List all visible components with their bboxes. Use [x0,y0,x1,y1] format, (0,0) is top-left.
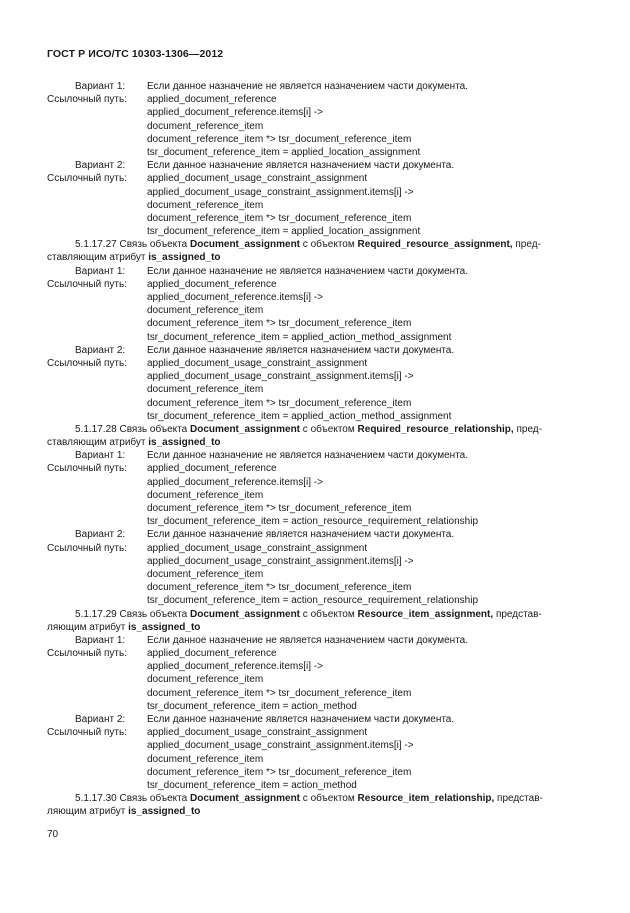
entity-name: Required_resource_assignment, [357,239,513,251]
reference-path-line [47,291,587,304]
entity-name: Document_assignment [189,608,301,620]
variant-condition: Если данное назначение является назначением части документа. [147,160,455,172]
reference-path-step: applied_document_reference.items[i] -> [147,107,323,119]
reference-path-line [47,278,587,291]
reference-path-line [47,647,587,660]
reference-path-line [47,687,587,700]
section-text: представ- [497,793,543,805]
variant-label: Вариант 1: [75,81,126,92]
attribute-name: is_assigned_to [148,437,221,449]
reference-path-label: Ссылочный путь: [47,648,127,660]
variant-line [47,80,587,93]
reference-path-step: document_reference_item [147,120,264,132]
reference-path-step: applied_document_reference [147,278,277,290]
reference-path-line [47,779,587,792]
section-heading-line [47,423,587,436]
reference-path-step: applied_document_reference [147,94,277,106]
reference-path-step: applied_document_reference [147,463,277,475]
variant-condition: Если данное назначение не является назначением части документа. [147,634,469,646]
reference-path-line [47,766,587,779]
variant-label: Вариант 1: [75,634,126,646]
section-text: Связь объекта [119,793,188,805]
reference-path-line [47,199,587,212]
section-number: 5.1.17.27 [75,239,117,251]
entity-name: Document_assignment [189,793,301,805]
reference-path-step: document_reference_item [147,199,264,211]
reference-path-step: document_reference_item *> tsr_document_reference_item [147,766,412,778]
reference-path-step: document_reference_item *> tsr_document_reference_item [147,212,412,224]
entity-name: Document_assignment [189,239,301,251]
reference-path-step: tsr_document_reference_item = applied_location_assignment [147,226,421,238]
variant-line [47,713,587,726]
reference-path-step: tsr_document_reference_item = action_resource_requirement_relationship [147,516,479,528]
section-text: ставляющим атрибут [47,252,146,264]
reference-path-step: applied_document_usage_constraint_assignment [147,357,368,369]
reference-path-line [47,753,587,766]
entity-name: Resource_item_relationship, [357,793,495,805]
variant-line [47,265,587,278]
section-text: ставляющим атрибут [47,437,146,449]
reference-path-line [47,410,587,423]
reference-path-label: Ссылочный путь: [47,463,127,475]
reference-path-line [47,186,587,199]
section-number: 5.1.17.28 [75,423,117,435]
reference-path-line [47,555,587,568]
section-heading-line [47,238,587,251]
variant-condition: Если данное назначение не является назначением части документа. [147,265,469,277]
reference-path-step: applied_document_usage_constraint_assignment [147,727,368,739]
section-number: 5.1.17.29 [75,608,117,620]
section-text: представ- [495,608,542,620]
reference-path-step: tsr_document_reference_item = applied_action_method_assignment [147,410,452,422]
section-heading-continuation [47,436,221,449]
reference-path-step: applied_document_usage_constraint_assignment.items[i] -> [147,186,414,198]
reference-path-line [47,357,587,370]
section-text: Связь объекта [119,239,188,251]
section-heading [75,608,542,621]
reference-path-line [47,700,587,713]
variant-line [47,449,587,462]
reference-path-line [47,370,587,383]
reference-path-step: document_reference_item *> tsr_document_reference_item [147,687,412,699]
reference-path-step: applied_document_usage_constraint_assignment.items[i] -> [147,555,414,567]
variant-label: Вариант 2: [75,344,126,356]
reference-path-line [47,317,587,330]
document-body [47,80,587,819]
entity-name: Document_assignment [189,423,301,435]
reference-path-line [47,331,587,344]
section-text: Связь объекта [119,608,188,620]
reference-path-line [47,225,587,238]
reference-path-line [47,93,587,106]
variant-condition: Если данное назначение не является назначением части документа. [147,450,469,462]
reference-path-label: Ссылочный путь: [47,727,127,739]
reference-path-line [47,383,587,396]
variant-line [47,344,587,357]
reference-path-label: Ссылочный путь: [47,278,127,290]
reference-path-line [47,133,587,146]
section-text: с объектом [302,608,355,620]
reference-path-line [47,120,587,133]
reference-path-line [47,568,587,581]
section-text: с объектом [302,423,355,435]
reference-path-line [47,212,587,225]
reference-path-step: tsr_document_reference_item = applied_location_assignment [147,146,421,158]
reference-path-step: applied_document_reference.items[i] -> [147,661,323,673]
reference-path-step: tsr_document_reference_item = applied_action_method_assignment [147,331,452,343]
variant-condition: Если данное назначение является назначением части документа. [147,529,455,541]
section-heading-line [47,436,587,449]
reference-path-step: applied_document_usage_constraint_assignment [147,542,368,554]
reference-path-step: applied_document_usage_constraint_assignment [147,173,368,185]
reference-path-step: document_reference_item [147,489,264,501]
variant-condition: Если данное назначение является назначением части документа. [147,714,455,725]
reference-path-step: applied_document_usage_constraint_assignment.items[i] -> [147,371,414,383]
reference-path-step: document_reference_item [147,753,264,765]
variant-label: Вариант 1: [75,265,126,277]
section-heading [75,792,543,805]
reference-path-line [47,397,587,410]
variant-line [47,528,587,541]
section-text: пред- [515,239,541,251]
section-heading [75,238,541,251]
reference-path-line [47,594,587,607]
reference-path-line [47,581,587,594]
section-text: пред- [516,423,542,435]
reference-path-step: applied_document_reference [147,648,277,660]
reference-path-line [47,673,587,686]
reference-path-line [47,739,587,752]
section-text: ляющим атрибут [47,621,126,633]
reference-path-step: document_reference_item [147,674,264,686]
section-text: Связь объекта [119,423,188,435]
section-number: 5.1.17.30 [75,793,117,805]
reference-path-step: document_reference_item *> tsr_document_reference_item [147,397,412,409]
reference-path-label: Ссылочный путь: [47,94,127,106]
section-heading-continuation [47,621,200,634]
reference-path-step: document_reference_item [147,305,264,317]
variant-line [47,159,587,172]
reference-path-line [47,462,587,475]
variant-label: Вариант 1: [75,450,126,462]
reference-path-step: document_reference_item [147,384,264,396]
reference-path-line [47,106,587,119]
section-heading-line [47,805,587,818]
reference-path-label: Ссылочный путь: [47,357,127,369]
entity-name: Required_resource_relationship, [357,423,514,435]
section-heading-continuation [47,251,221,264]
variant-label: Вариант 2: [75,529,126,541]
variant-line [47,634,587,647]
reference-path-step: applied_document_reference.items[i] -> [147,476,323,488]
reference-path-step: tsr_document_reference_item = action_resource_requirement_relationship [147,595,479,607]
variant-label: Вариант 2: [75,714,126,725]
attribute-name: is_assigned_to [128,621,201,633]
page-number: 70 [47,829,59,840]
reference-path-label: Ссылочный путь: [47,173,127,185]
reference-path-line [47,515,587,528]
reference-path-line [47,489,587,502]
reference-path-line [47,660,587,673]
reference-path-label: Ссылочный путь: [47,542,127,554]
reference-path-step: document_reference_item *> tsr_document_reference_item [147,318,412,330]
reference-path-step: document_reference_item *> tsr_document_reference_item [147,582,412,594]
reference-path-step: document_reference_item *> tsr_document_reference_item [147,133,412,145]
reference-path-step: applied_document_usage_constraint_assignment.items[i] -> [147,740,414,752]
reference-path-step: document_reference_item [147,568,264,580]
entity-name: Resource_item_assignment, [357,608,494,620]
reference-path-line [47,542,587,555]
reference-path-step: document_reference_item *> tsr_document_reference_item [147,503,412,514]
reference-path-step: tsr_document_reference_item = action_method [147,700,357,712]
attribute-name: is_assigned_to [148,252,221,264]
reference-path-line [47,726,587,739]
section-text: ляющим атрибут [47,806,126,818]
reference-path-line [47,172,587,185]
reference-path-line [47,502,587,515]
section-heading-line [47,792,587,805]
section-heading-line [47,251,587,264]
section-text: с объектом [302,239,355,251]
section-heading-line [47,608,587,621]
document-header: ГОСТ Р ИСО/ТС 10303-1306—2012 [47,48,224,60]
variant-condition: Если данное назначение является назначением части документа. [147,344,455,356]
reference-path-step: applied_document_reference.items[i] -> [147,292,323,303]
attribute-name: is_assigned_to [128,806,201,818]
variant-condition: Если данное назначение не является назначением части документа. [147,81,469,92]
section-heading-continuation [47,805,200,818]
section-heading [75,423,542,436]
reference-path-line [47,476,587,489]
section-text: с объектом [302,793,355,805]
reference-path-line [47,146,587,159]
section-heading-line [47,621,587,634]
variant-label: Вариант 2: [75,160,126,172]
reference-path-line [47,304,587,317]
reference-path-step: tsr_document_reference_item = action_method [147,779,357,791]
